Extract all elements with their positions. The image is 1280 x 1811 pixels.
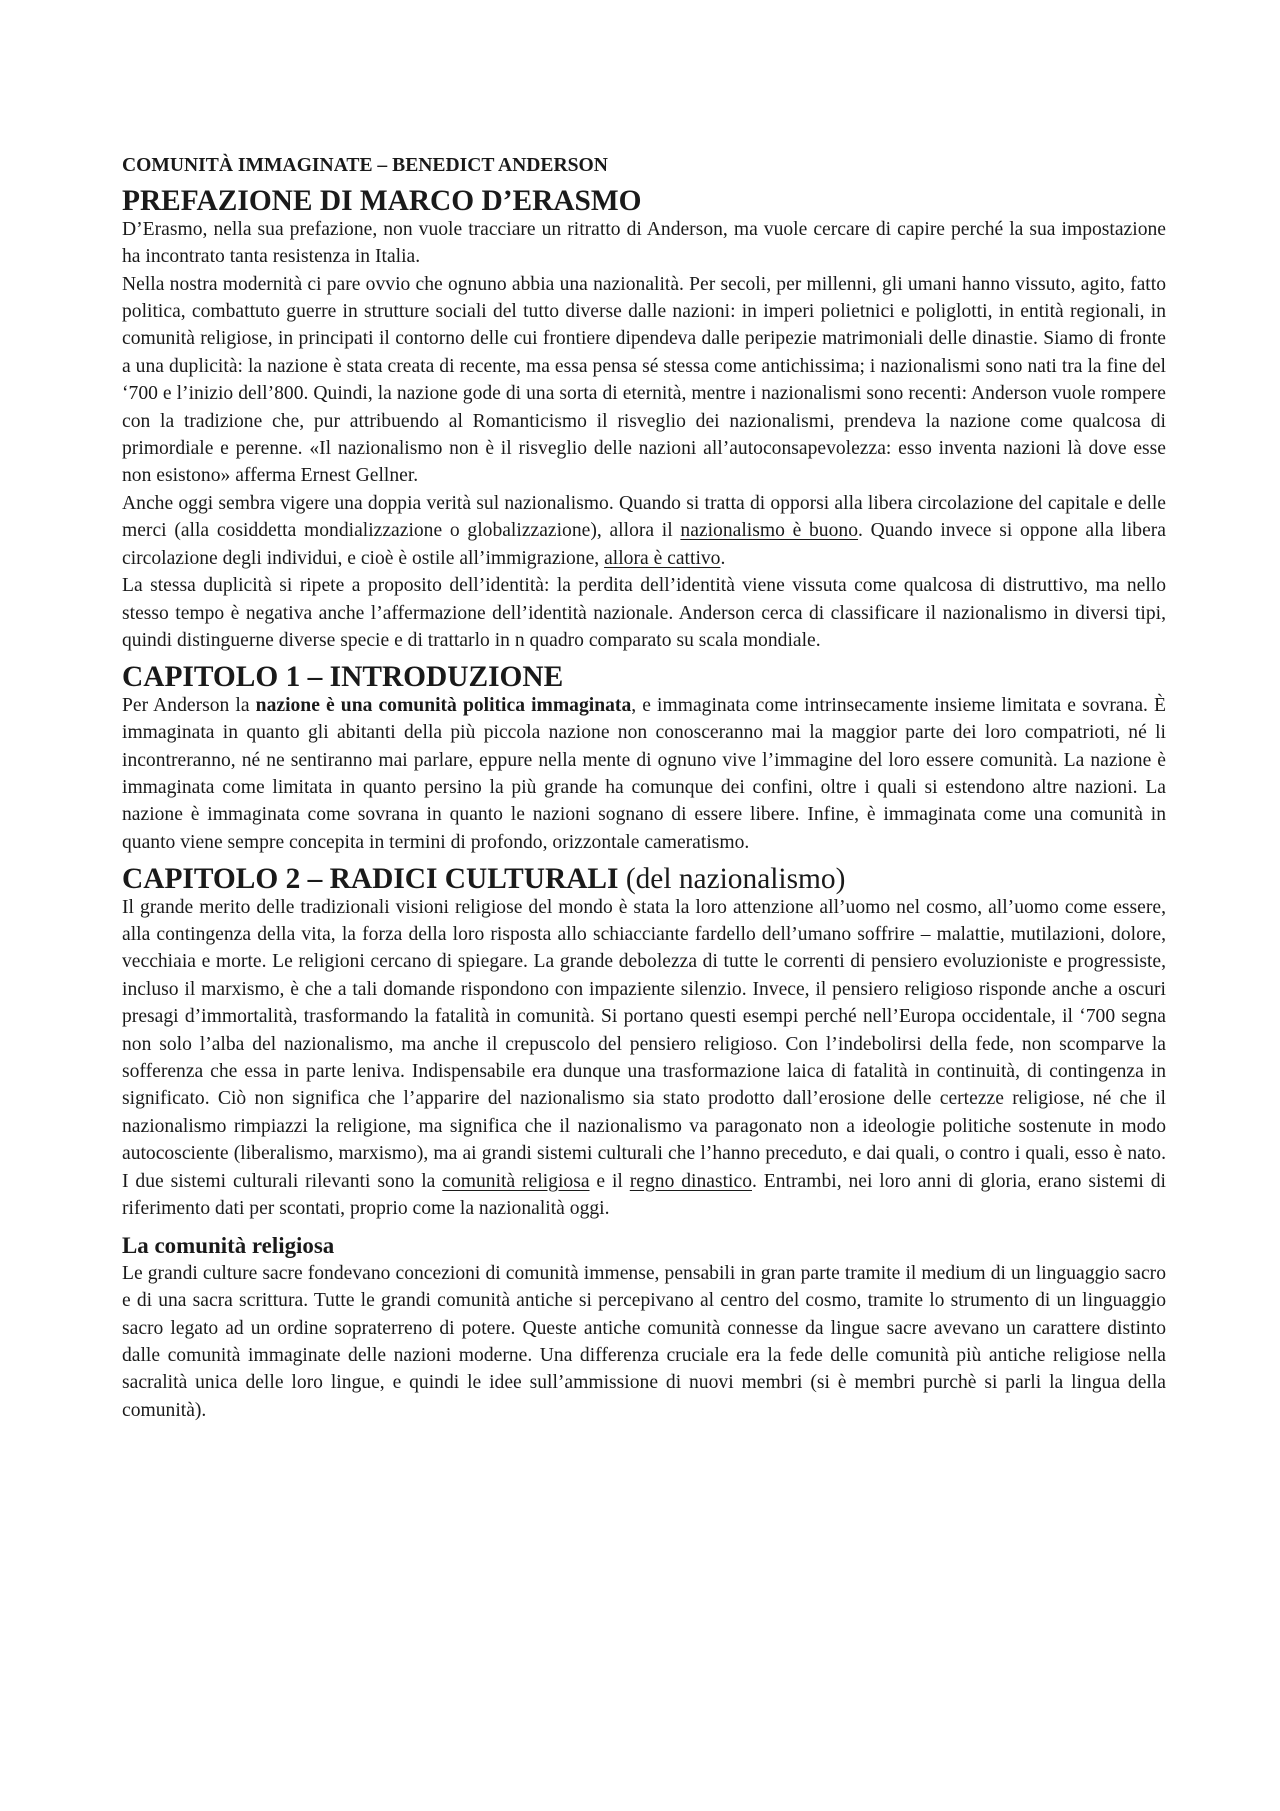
paragraph [122, 692, 1166, 856]
text-run: . Entrambi, nei loro anni di gloria, erano sistemi di riferimento dati per scontati, proprio come la nazionalità oggi. [122, 1170, 1166, 1220]
paragraph [122, 490, 1166, 572]
underlined-text: nazionalismo è buono [680, 520, 858, 542]
text-run: Il grande merito delle tradizionali visioni religiose del mondo è stata la loro attenzione all’uomo nel cosmo, all’uomo come essere, alla contingenza della vita, la forza della loro risposta allo schiacciante fardello dell’umano soffrire – malattie, mutilazioni, dolore, vecchiaia e morte. Le religioni cercano di spiegare. La grande debolezza di tutte le correnti di pensiero evoluzioniste e progressiste, incluso il marxismo, è che a tali domande rispondono con impaziente silenzio. Invece, il pensiero religioso risponde anche a oscuri presagi d’immortalità, trasformando la fatalità in comunità. Si portano questi esempi perché nell’Europa occidentale, il ‘700 segna non solo l’alba del nazionalismo, ma anche il crepuscolo del pensiero religioso. Con l’indebolirsi della fede, non scomparve la sofferenza che essa in parte leniva. Indispensabile era dunque una trasformazione laica di fatalità in continuità, di contingenza in significato. Ciò non significa che l’apparire del nazionalismo sia stato prodotto dall’erosione delle certezze religiose, né che il nazionalismo rimpiazzi la religione, ma significa che il nazionalismo va paragonato non a ideologie politiche sostenute in modo autocosciente (liberalismo, marxismo), ma ai grandi sistemi culturali che l’hanno preceduto, e dai quali, o contro i quali, esso è nato. I due sistemi culturali rilevanti sono la [122, 896, 1166, 1192]
heading-text: CAPITOLO 2 – RADICI CULTURALI [122, 863, 619, 896]
document-page [122, 152, 1166, 1424]
text-run: Per Anderson la [122, 694, 256, 716]
paragraph: Le grandi culture sacre fondevano concezioni di comunità immense, pensabili in gran parte tramite il medium di un linguaggio sacro e di una sacra scrittura. Tutte le grandi comunità antiche si percepivano al centro del cosmo, tramite lo strumento di un linguaggio sacro legato ad un ordine sopraterreno di potere. Queste antiche comunità connesse da lingue sacre avevano un carattere distinto dalle comunità immaginate delle nazioni moderne. Una differenza cruciale era la fede delle comunità più antiche religiose nella sacralità unica delle loro lingue, e quindi le idee sull’ammissione di nuovi membri (si è membri purchè si parli la lingua della comunità). [122, 1262, 1166, 1421]
subsection-heading-comunita-religiosa: La comunità religiosa [122, 1233, 335, 1259]
section-heading-prefazione: PREFAZIONE DI MARCO D’ERASMO [122, 185, 642, 218]
section-capitolo-2 [122, 863, 1166, 1222]
section-heading-capitolo-1: CAPITOLO 1 – INTRODUZIONE [122, 661, 564, 694]
text-run: . Quando invece si oppone alla libera circolazione degli individui, e cioè è ostile all’immigrazione, [122, 520, 1166, 569]
heading-note: (del nazionalismo) [618, 863, 846, 896]
paragraph: Nella nostra modernità ci pare ovvio che ognuno abbia una nazionalità. Per secoli, per millenni, gli umani hanno vissuto, agito, fatto politica, combattuto guerre in strutture sociali del tutto diverse dalle nazioni: in imperi polietnici e poliglotti, in entità regionali, in comunità religiose, in principati il contorno delle cui frontiere dipendeva dalle peripezie matrimoniali delle dinastie. Siamo di fronte a una duplicità: la nazione è stata creata di recente, ma essa pensa sé stessa come antichissima; i nazionalismi sono nati tra la fine del ‘700 e l’inizio dell’800. Quindi, la nazione gode di una sorta di eternità, mentre i nazionalismi sono recenti: Anderson vuole rompere con la tradizione che, pur attribuendo al Romanticismo il risveglio dei nazionalismi, prendeva la nazione come qualcosa di primordiale e perenne. «Il nazionalismo non è il risveglio delle nazioni all’autoconsapevolezza: esso inventa nazioni là dove esse non esistono» afferma Ernest Gellner. [122, 273, 1166, 487]
underlined-text: allora è cattivo [604, 547, 721, 569]
underlined-text: comunità religiosa [442, 1170, 590, 1192]
bold-text: nazione è una comunità politica immaginata [255, 694, 632, 716]
paragraph [122, 894, 1166, 1223]
section-comunita-religiosa [122, 1232, 1166, 1424]
section-prefazione [122, 185, 1166, 654]
text-run: . [720, 547, 726, 569]
paragraph: La stessa duplicità si ripete a proposito dell’identità: la perdita dell’identità viene vissuta come qualcosa di distruttivo, ma nello stesso tempo è negativa anche l’affermazione dell’identità nazionale. Anderson cerca di classificare il nazionalismo in diversi tipi, quindi distinguerne diverse specie e di trattarlo in n quadro comparato su scala mondiale. [122, 575, 1166, 651]
underlined-text: regno dinastico [629, 1170, 752, 1192]
text-run: e il [589, 1170, 630, 1192]
document-title: COMUNITÀ IMMAGINATE – BENEDICT ANDERSON [122, 155, 608, 176]
text-run: Anche oggi sembra vigere una doppia verità sul nazionalismo. Quando si tratta di opporsi alla libera circolazione del capitale e delle merci (alla cosiddetta mondializzazione o globalizzazione), allora il [122, 492, 1166, 542]
paragraph: D’Erasmo, nella sua prefazione, non vuole tracciare un ritratto di Anderson, ma vuole cercare di capire perché la sua impostazione ha incontrato tanta resistenza in Italia. [122, 218, 1166, 268]
text-run: , e immaginata come intrinsecamente insieme limitata e sovrana. È immaginata in quanto gli abitanti della più piccola nazione non conosceranno mai la maggior parte dei loro compatrioti, né li incontreranno, né ne sentiranno mai parlare, eppure nella mente di ognuno vive l’immagine del loro essere comunità. La nazione è immaginata come limitata in quanto persino la più grande ha comunque dei confini, oltre i quali si estendono altre nazioni. La nazione è immaginata come sovrana in quanto le nazioni sognano di essere libere. Infine, è immaginata come una comunità in quanto viene sempre concepita in termini di profondo, orizzontale cameratismo. [122, 694, 1166, 853]
section-heading-capitolo-2 [122, 863, 1166, 896]
section-capitolo-1 [122, 661, 1166, 856]
